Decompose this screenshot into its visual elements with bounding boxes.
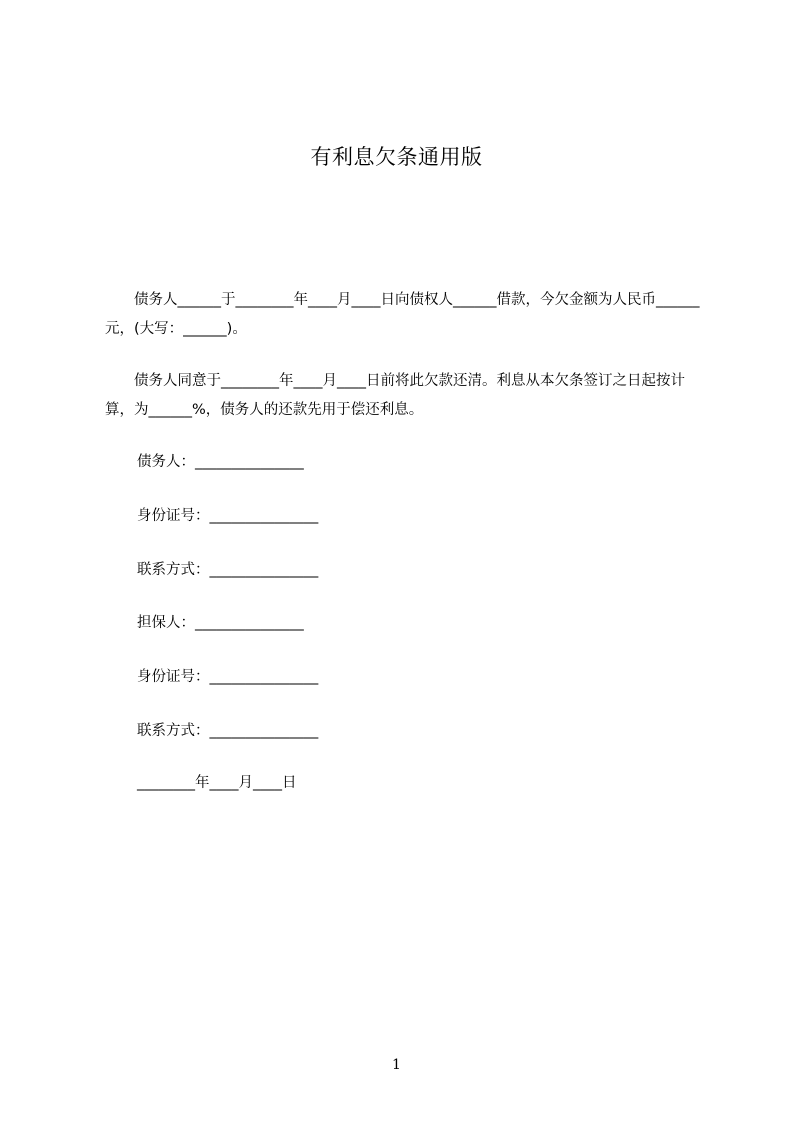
repayment-terms-paragraph: 债务人同意于________年____月____日前将此欠款还清。利息从本欠条签订之日起按计算，为______%，债务人的还款先用于偿还利息。 — [105, 373, 685, 418]
debtor-contact-field: 联系方式：_______________ — [137, 562, 319, 578]
document-title: 有利息欠条通用版 — [310, 145, 483, 169]
guarantor-contact-field: 联系方式：_______________ — [137, 723, 319, 739]
debtor-id-number-field: 身份证号：_______________ — [137, 508, 319, 524]
debtor-field: 债务人：_______________ — [137, 454, 304, 470]
signing-date-field: ________年____月____日 — [137, 775, 297, 791]
loan-statement-paragraph: 债务人______于________年____月____日向债权人______借款，今欠金额为人民币______元，(大写：______)。 — [105, 292, 700, 337]
guarantor-field: 担保人：_______________ — [137, 615, 304, 631]
page-number: 1 — [392, 1057, 401, 1073]
guarantor-id-number-field: 身份证号：_______________ — [137, 669, 319, 685]
